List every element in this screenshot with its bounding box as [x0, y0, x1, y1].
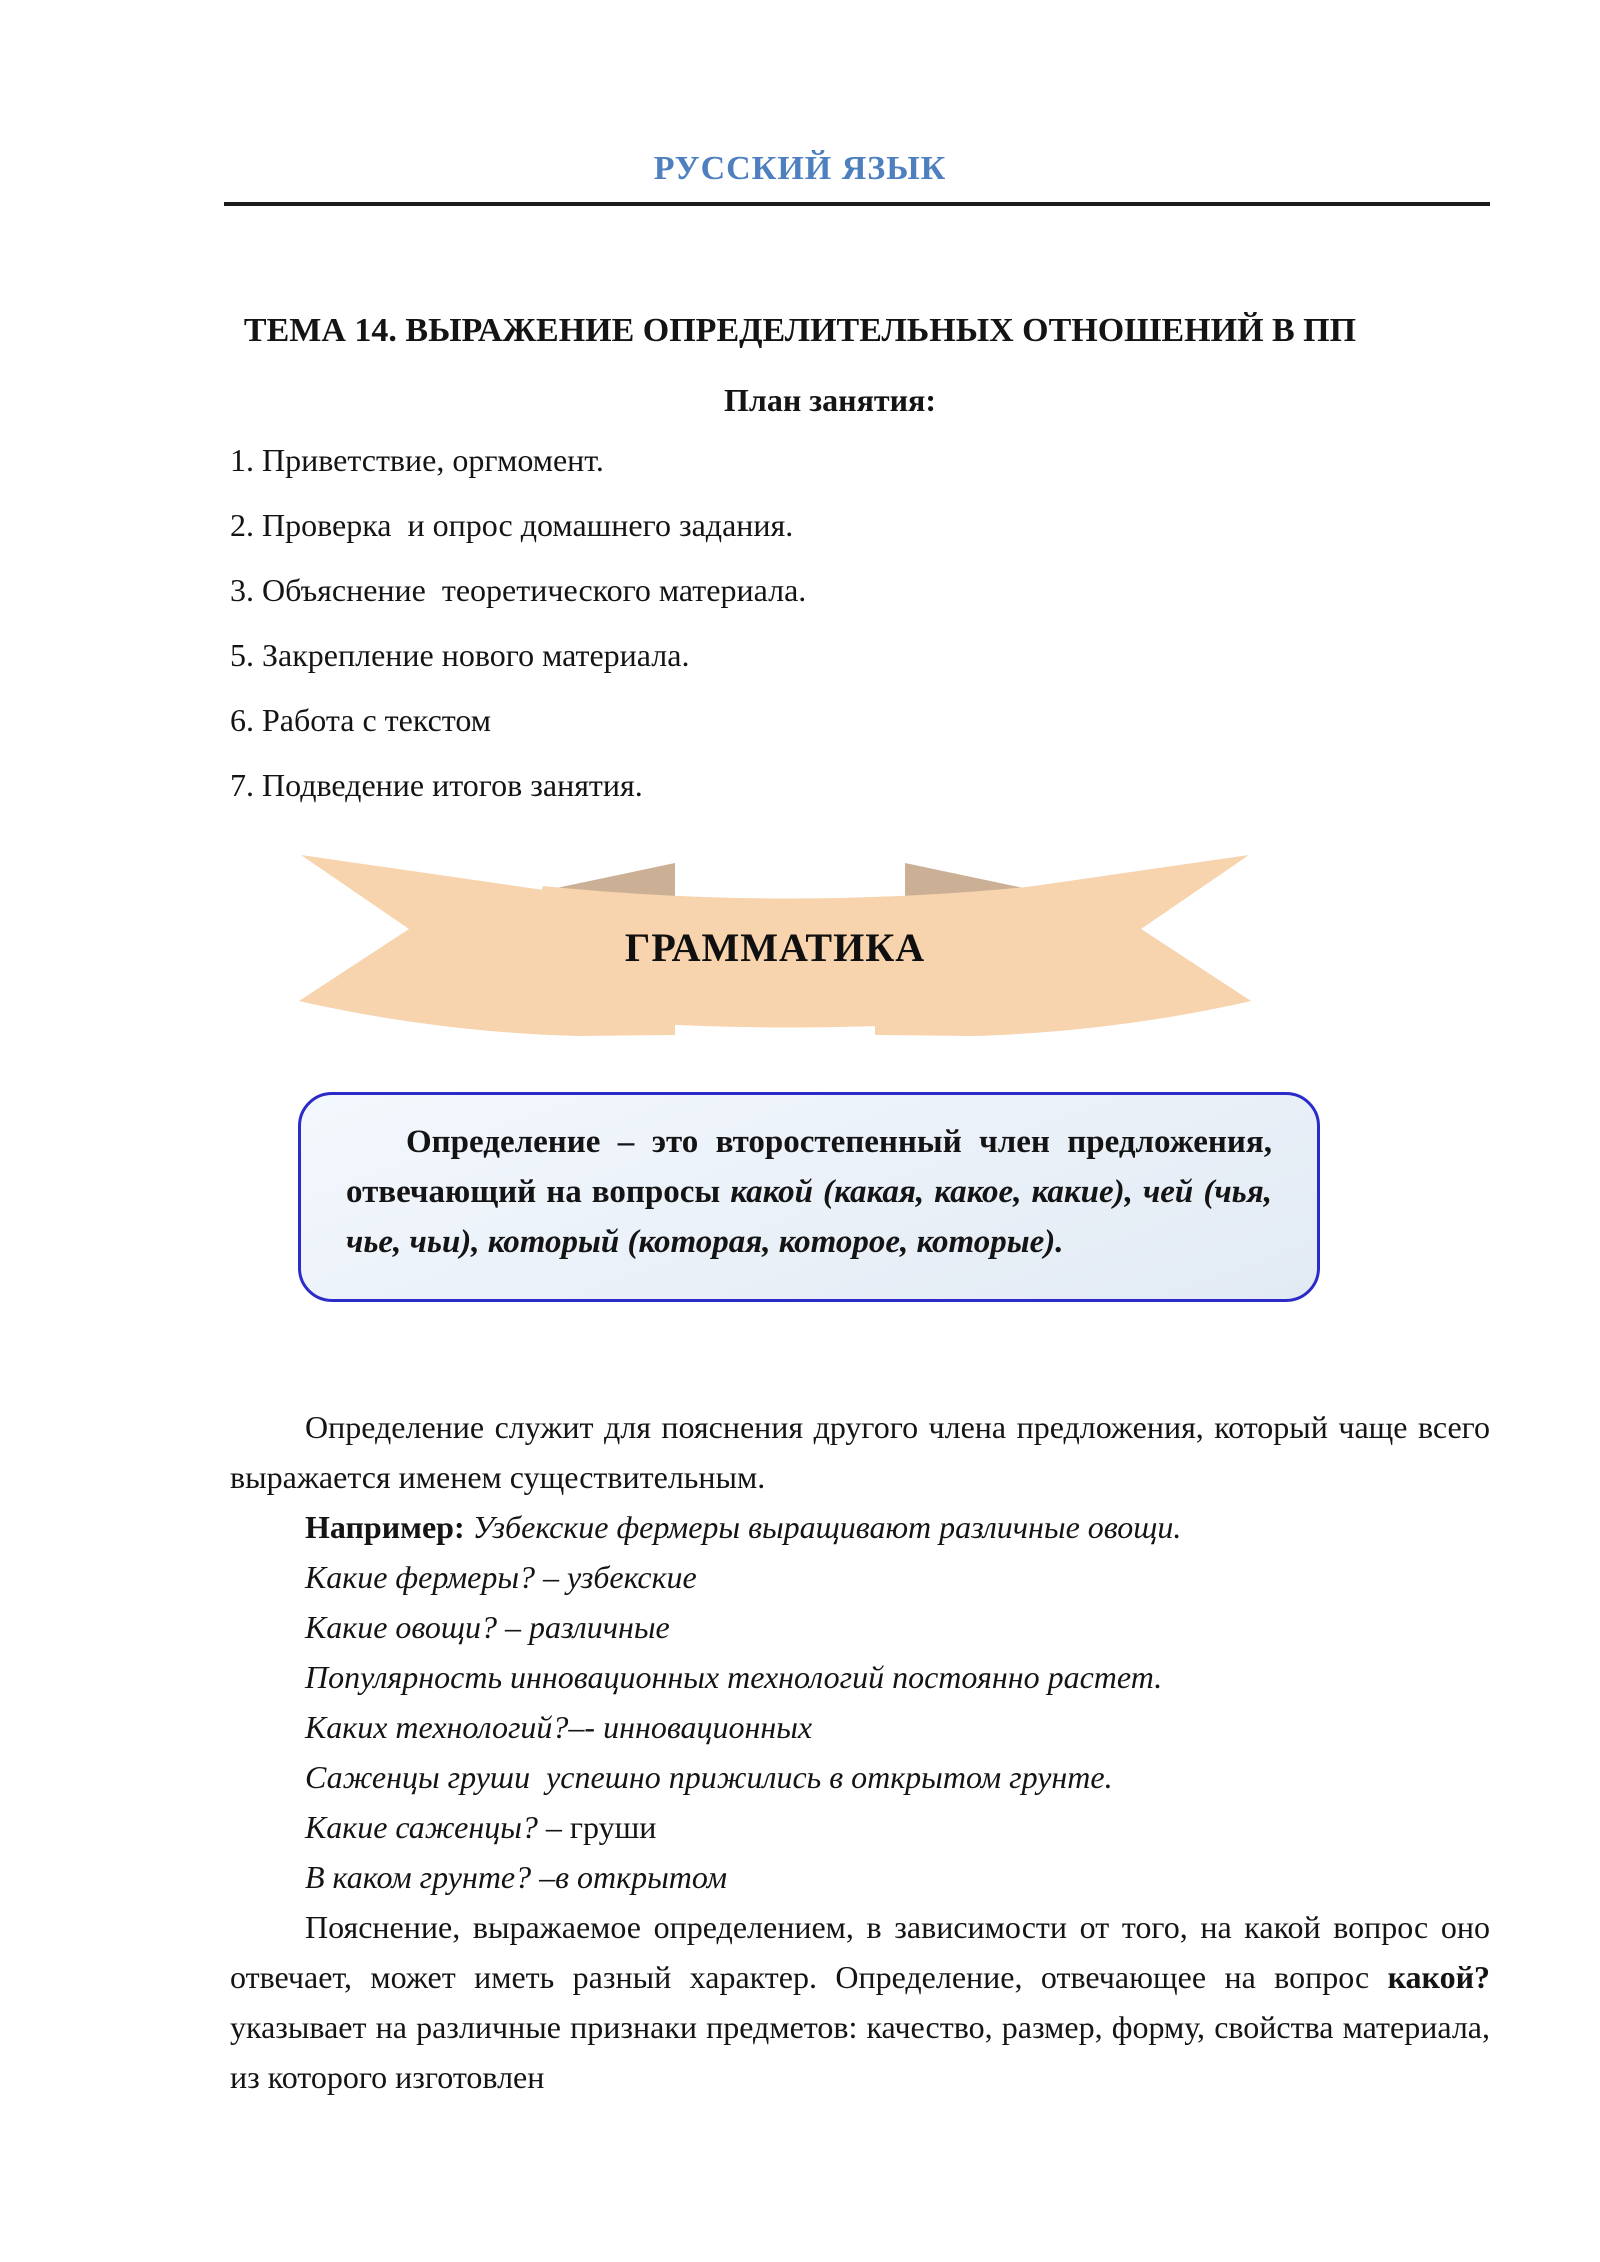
- plan-heading: План занятия:: [723, 382, 936, 418]
- example-intro-line: [230, 1502, 1490, 1552]
- plan-item: 6. Работа с текстом: [230, 702, 491, 738]
- ribbon-label: ГРАММАТИКА: [624, 925, 926, 970]
- example-intro-sentence: Узбекские фермеры выращивают различные овощи.: [472, 1509, 1182, 1545]
- example-line: [230, 1602, 1490, 1652]
- example-italic: Популярность инновационных технологий постоянно растет.: [305, 1659, 1163, 1695]
- example-italic: Какие фермеры? – узбекские: [305, 1559, 697, 1595]
- explanation-after: указывает на различные признаки предметов: качество, размер, форму, свойства материала, из которого изготовлен: [230, 2009, 1490, 2095]
- definition-text-bold-italic: какой (какая, какое, какие), чей (чья, чье, чьи), который (которая, которое, которые).: [346, 1174, 1272, 1260]
- paragraph-explanation: [230, 1902, 1490, 2102]
- definition-text-bold: Определение – это второстепенный член предложения, отвечающий на вопросы: [346, 1124, 1272, 1210]
- example-italic: В каком грунте? –в открытом: [305, 1859, 728, 1895]
- example-italic: Какие саженцы? –: [305, 1809, 570, 1845]
- topic-title: ТЕМА 14. ВЫРАЖЕНИЕ ОПРЕДЕЛИТЕЛЬНЫХ ОТНОШЕНИЙ В ПП: [243, 312, 1357, 349]
- example-line: [230, 1802, 1490, 1852]
- example-line: [230, 1852, 1490, 1902]
- plan-item: 5. Закрепление нового материала.: [230, 637, 690, 673]
- plan-item: 1. Приветствие, оргмомент.: [230, 442, 604, 478]
- plan-item: 7. Подведение итогов занятия.: [230, 767, 643, 803]
- definition-box: [298, 1092, 1320, 1302]
- page-header-title: РУССКИЙ ЯЗЫК: [653, 150, 947, 187]
- example-italic: Саженцы груши успешно прижились в открытом грунте.: [305, 1759, 1113, 1795]
- definition-text: [346, 1117, 1272, 1267]
- explanation-before: Пояснение, выражаемое определением, в зависимости от того, на какой вопрос оно отвечает, может иметь разный характер. Определение, отвечающее на вопрос: [230, 1909, 1490, 1995]
- body-text: [230, 1402, 1490, 2102]
- explanation-bold-word: какой?: [1387, 1959, 1490, 1995]
- plan-item: 3. Объяснение теоретического материала.: [230, 572, 807, 608]
- example-line: [230, 1702, 1490, 1752]
- example-italic: Каких технологий?–- инновационных: [305, 1709, 813, 1745]
- example-line: [230, 1652, 1490, 1702]
- plan-item: 2. Проверка и опрос домашнего задания.: [230, 507, 794, 543]
- example-line: [230, 1552, 1490, 1602]
- example-italic: Какие овощи? – различные: [305, 1609, 670, 1645]
- example-regular: груши: [569, 1809, 657, 1845]
- plan-list: [230, 428, 1490, 818]
- paragraph-definition-purpose: Определение служит для пояснения другого члена предложения, который чаще всего выражается именем существительным.: [230, 1409, 1490, 1495]
- example-intro-label: Например:: [305, 1509, 473, 1545]
- example-line: [230, 1752, 1490, 1802]
- header-rule: [224, 202, 1490, 206]
